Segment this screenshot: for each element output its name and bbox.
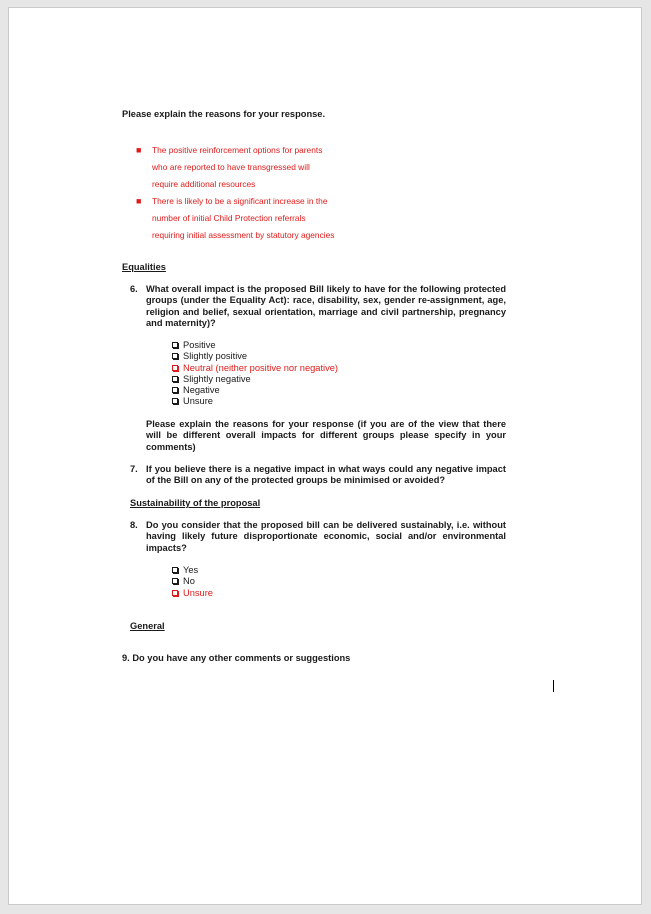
checkbox-icon[interactable] bbox=[172, 567, 178, 573]
reasons-prompt: Please explain the reasons for your response. bbox=[122, 109, 326, 119]
question-7-text: If you believe there is a negative impact in what ways could any negative impact of the Bill on any of the protected groups be minimised or avoided? bbox=[146, 464, 506, 486]
checkbox-icon[interactable] bbox=[172, 590, 178, 596]
option-slightly-negative[interactable]: Slightly negative bbox=[172, 374, 338, 385]
option-neutral[interactable]: Neutral (neither positive nor negative) bbox=[172, 363, 338, 374]
question-6: 6. What overall impact is the proposed Bill likely to have for the following protected groups (under the Equality Act): race, disability, sex, gender re-assignment, age, religion and belief, sexual orientation, marriage and civil partnership, pregnancy and maternity)? bbox=[130, 284, 506, 328]
checkbox-icon[interactable] bbox=[172, 387, 178, 393]
option-unsure[interactable]: Unsure bbox=[172, 588, 213, 599]
question-9: 9. Do you have any other comments or suggestions bbox=[122, 653, 351, 663]
question-6-text: What overall impact is the proposed Bill likely to have for the following protected groups (under the Equality Act): race, disability, sex, gender re-assignment, age, religion and belief, sexual orientation, marriage and civil partnership, pregnancy and maternity)? bbox=[146, 284, 506, 328]
question-8-options bbox=[172, 565, 213, 599]
equalities-heading: Equalities bbox=[122, 262, 166, 272]
question-6-options bbox=[172, 340, 338, 408]
bullet-item-2: ■ There is likely to be a significant increase in the number of initial Child Protection referrals requiring initial assessment by statutory agencies bbox=[136, 193, 396, 244]
checkbox-icon[interactable] bbox=[172, 353, 178, 359]
text-cursor bbox=[553, 680, 554, 692]
bullet-dot-icon: ■ bbox=[136, 196, 142, 206]
option-negative[interactable]: Negative bbox=[172, 385, 338, 396]
option-yes[interactable]: Yes bbox=[172, 565, 213, 576]
question-6-followup: Please explain the reasons for your response (if you are of the view that there will be different overall impacts for different groups please specify in your comments) bbox=[146, 419, 506, 452]
question-7: 7. If you believe there is a negative impact in what ways could any negative impact of the Bill on any of the protected groups be minimised or avoided? bbox=[130, 464, 506, 486]
option-positive[interactable]: Positive bbox=[172, 340, 338, 351]
question-8-text: Do you consider that the proposed bill can be delivered sustainably, i.e. without having likely future disproportionate economic, social and/or environmental impacts? bbox=[146, 520, 506, 553]
checkbox-icon[interactable] bbox=[172, 578, 178, 584]
option-unsure[interactable]: Unsure bbox=[172, 396, 338, 407]
response-bullet-list bbox=[136, 142, 396, 244]
question-8: 8. Do you consider that the proposed bill can be delivered sustainably, i.e. without having likely future disproportionate economic, social and/or environmental impacts? bbox=[130, 520, 506, 553]
bullet-item-1: ■ The positive reinforcement options for parents who are reported to have transgressed will require additional resources bbox=[136, 142, 396, 193]
bullet-dot-icon: ■ bbox=[136, 145, 142, 155]
option-no[interactable]: No bbox=[172, 576, 213, 587]
document-page bbox=[8, 7, 642, 905]
option-slightly-positive[interactable]: Slightly positive bbox=[172, 351, 338, 362]
checkbox-icon[interactable] bbox=[172, 342, 178, 348]
general-heading: General bbox=[130, 621, 165, 631]
checkbox-icon[interactable] bbox=[172, 398, 178, 404]
checkbox-icon[interactable] bbox=[172, 365, 178, 371]
checkbox-icon[interactable] bbox=[172, 376, 178, 382]
sustainability-heading: Sustainability of the proposal bbox=[130, 498, 261, 508]
